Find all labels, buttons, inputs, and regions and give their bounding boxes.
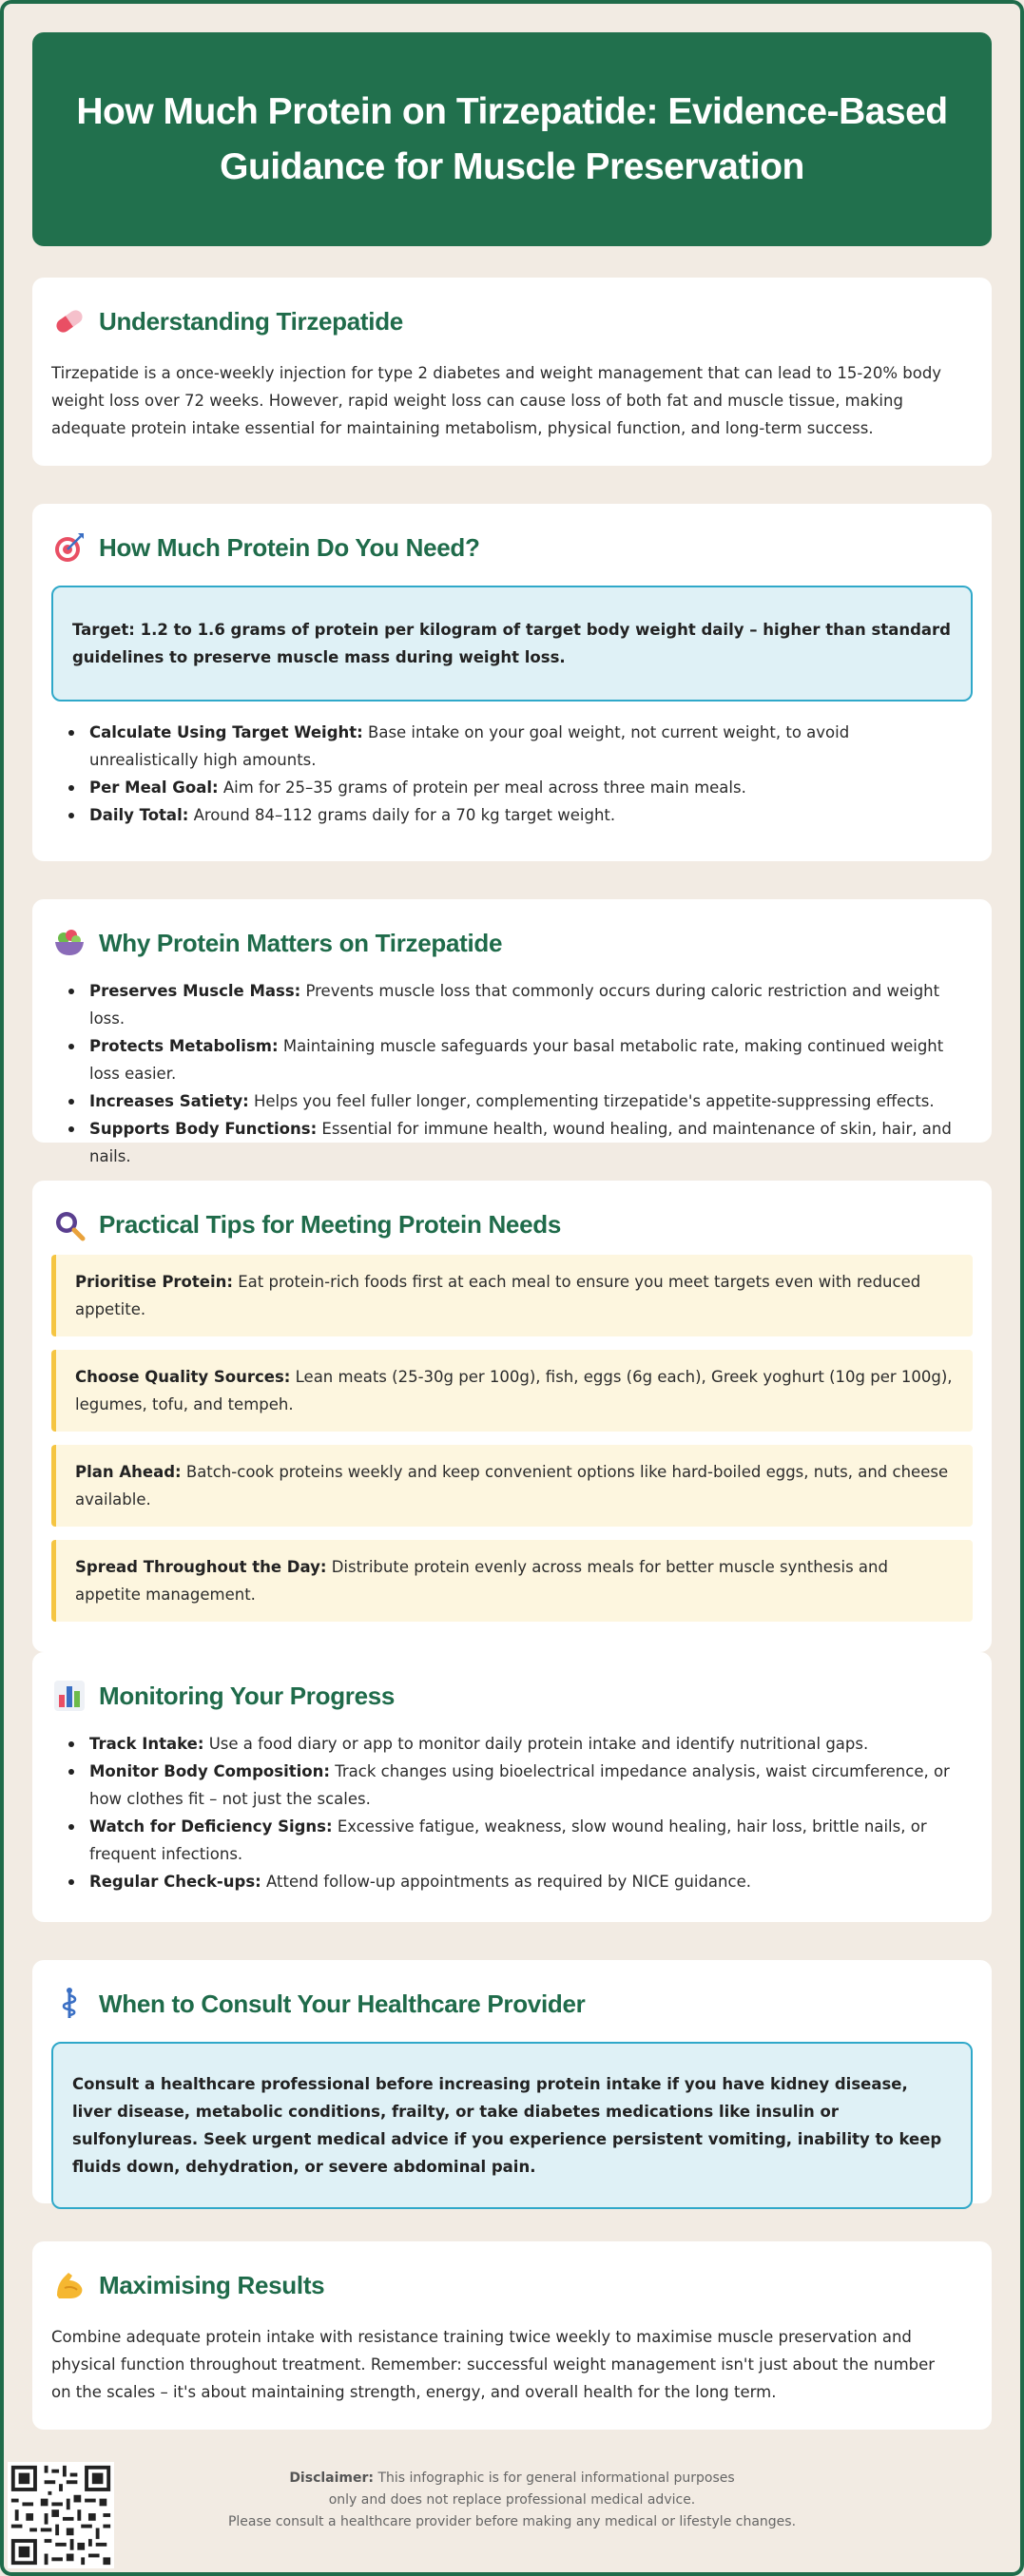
- section-how-much: [32, 504, 992, 861]
- protein-target-callout: Target: 1.2 to 1.6 grams of protein per kilogram of target body weight daily – higher than standard guidelines to preserve muscle mass during weight loss.: [51, 586, 973, 702]
- pill-icon: [51, 303, 87, 339]
- tip-card: Spread Throughout the Day: Distribute protein evenly across meals for better muscle synthesis and appetite management.: [51, 1540, 973, 1622]
- disclaimer-label: Disclaimer:: [289, 2470, 374, 2486]
- section-why: [32, 899, 992, 1165]
- section-title: Why Protein Matters on Tirzepatide: [99, 928, 503, 957]
- consult-callout: Consult a healthcare professional before increasing protein intake if you have kidney disease, liver disease, metabolic conditions, frailty, or take diabetes medications like insulin or sulfonylureas. Seek urgent medical advice if you experience persistent vomiting, inability to keep fluids down, dehydration, or severe abdominal pain.: [51, 2042, 973, 2209]
- section-monitoring: [32, 1652, 992, 1922]
- bar-chart-icon: [51, 1678, 87, 1714]
- page-header: [32, 32, 992, 246]
- how-much-list: [51, 719, 973, 829]
- search-icon: [51, 1206, 87, 1242]
- list-item: Protects Metabolism: Maintaining muscle safeguards your basal metabolic rate, making continued weight loss easier.: [51, 1032, 973, 1087]
- target-icon: [51, 529, 87, 566]
- section-title: When to Consult Your Healthcare Provider: [99, 1989, 586, 2018]
- section-tips: [32, 1181, 992, 1652]
- section-text: Tirzepatide is a once-weekly injection for type 2 diabetes and weight management that can lead to 15-20% body weight loss over 72 weeks. However, rapid weight loss can cause loss of both fat and muscle tissue, making adequate protein intake essential for maintaining metabolism, physical function, and long-term success.: [51, 364, 942, 437]
- list-item: Calculate Using Target Weight: Base intake on your goal weight, not current weight, to avoid unrealistically high amounts.: [51, 719, 973, 774]
- section-title: Practical Tips for Meeting Protein Needs: [99, 1209, 561, 1239]
- list-item: Supports Body Functions: Essential for immune health, wound healing, and maintenance of skin, hair, and nails.: [51, 1115, 973, 1170]
- page-title: How Much Protein on Tirzepatide: Evidence-Based Guidance for Muscle Preservation: [76, 90, 948, 187]
- list-item: Regular Check-ups: Attend follow-up appointments as required by NICE guidance.: [51, 1868, 973, 1895]
- list-item: Track Intake: Use a food diary or app to monitor daily protein intake and identify nutritional gaps.: [51, 1730, 973, 1758]
- flexed-biceps-icon: [51, 2267, 87, 2303]
- section-title: How Much Protein Do You Need?: [99, 532, 480, 562]
- disclaimer: Disclaimer: This infographic is for general informational purposes only and does not replace professional medical advice. Please consult a healthcare provider before making any medical or lifestyle changes.: [227, 2470, 797, 2529]
- list-item: Watch for Deficiency Signs: Excessive fatigue, weakness, slow wound healing, hair loss, brittle nails, or frequent infections.: [51, 1813, 973, 1868]
- list-item: Per Meal Goal: Aim for 25–35 grams of protein per meal across three main meals.: [51, 774, 973, 801]
- list-item: Increases Satiety: Helps you feel fuller longer, complementing tirzepatide's appetite-suppressing effects.: [51, 1087, 973, 1115]
- section-text: Combine adequate protein intake with resistance training twice weekly to maximise muscle preservation and physical function throughout treatment. Remember: successful weight management isn't just about the number on the scales – it's about maintaining strength, energy, and overall health for the long term.: [51, 2328, 936, 2401]
- section-consult: [32, 1960, 992, 2203]
- tip-card: Choose Quality Sources: Lean meats (25-30g per 100g), fish, eggs (6g each), Greek yoghurt (10g per 100g), legumes, tofu, and tempeh.: [51, 1350, 973, 1432]
- section-understanding: [32, 278, 992, 466]
- section-title: Monitoring Your Progress: [99, 1681, 396, 1710]
- list-item: Daily Total: Around 84–112 grams daily for a 70 kg target weight.: [51, 801, 973, 829]
- section-maximising: [32, 2241, 992, 2430]
- monitoring-list: [51, 1730, 973, 1895]
- tip-card: Plan Ahead: Batch-cook proteins weekly and keep convenient options like hard-boiled eggs, nuts, and cheese available.: [51, 1445, 973, 1527]
- list-item: Monitor Body Composition: Track changes using bioelectrical impedance analysis, waist circumference, or how clothes fit – not just the scales.: [51, 1758, 973, 1813]
- medical-staff-icon: [51, 1986, 87, 2022]
- tip-card: Prioritise Protein: Eat protein-rich foods first at each meal to ensure you meet targets even with reduced appetite.: [51, 1255, 973, 1336]
- list-item: Preserves Muscle Mass: Prevents muscle loss that commonly occurs during caloric restriction and weight loss.: [51, 977, 973, 1032]
- section-title: Understanding Tirzepatide: [99, 306, 403, 336]
- section-title: Maximising Results: [99, 2270, 325, 2299]
- why-list: [51, 977, 973, 1170]
- salad-icon: [51, 925, 87, 961]
